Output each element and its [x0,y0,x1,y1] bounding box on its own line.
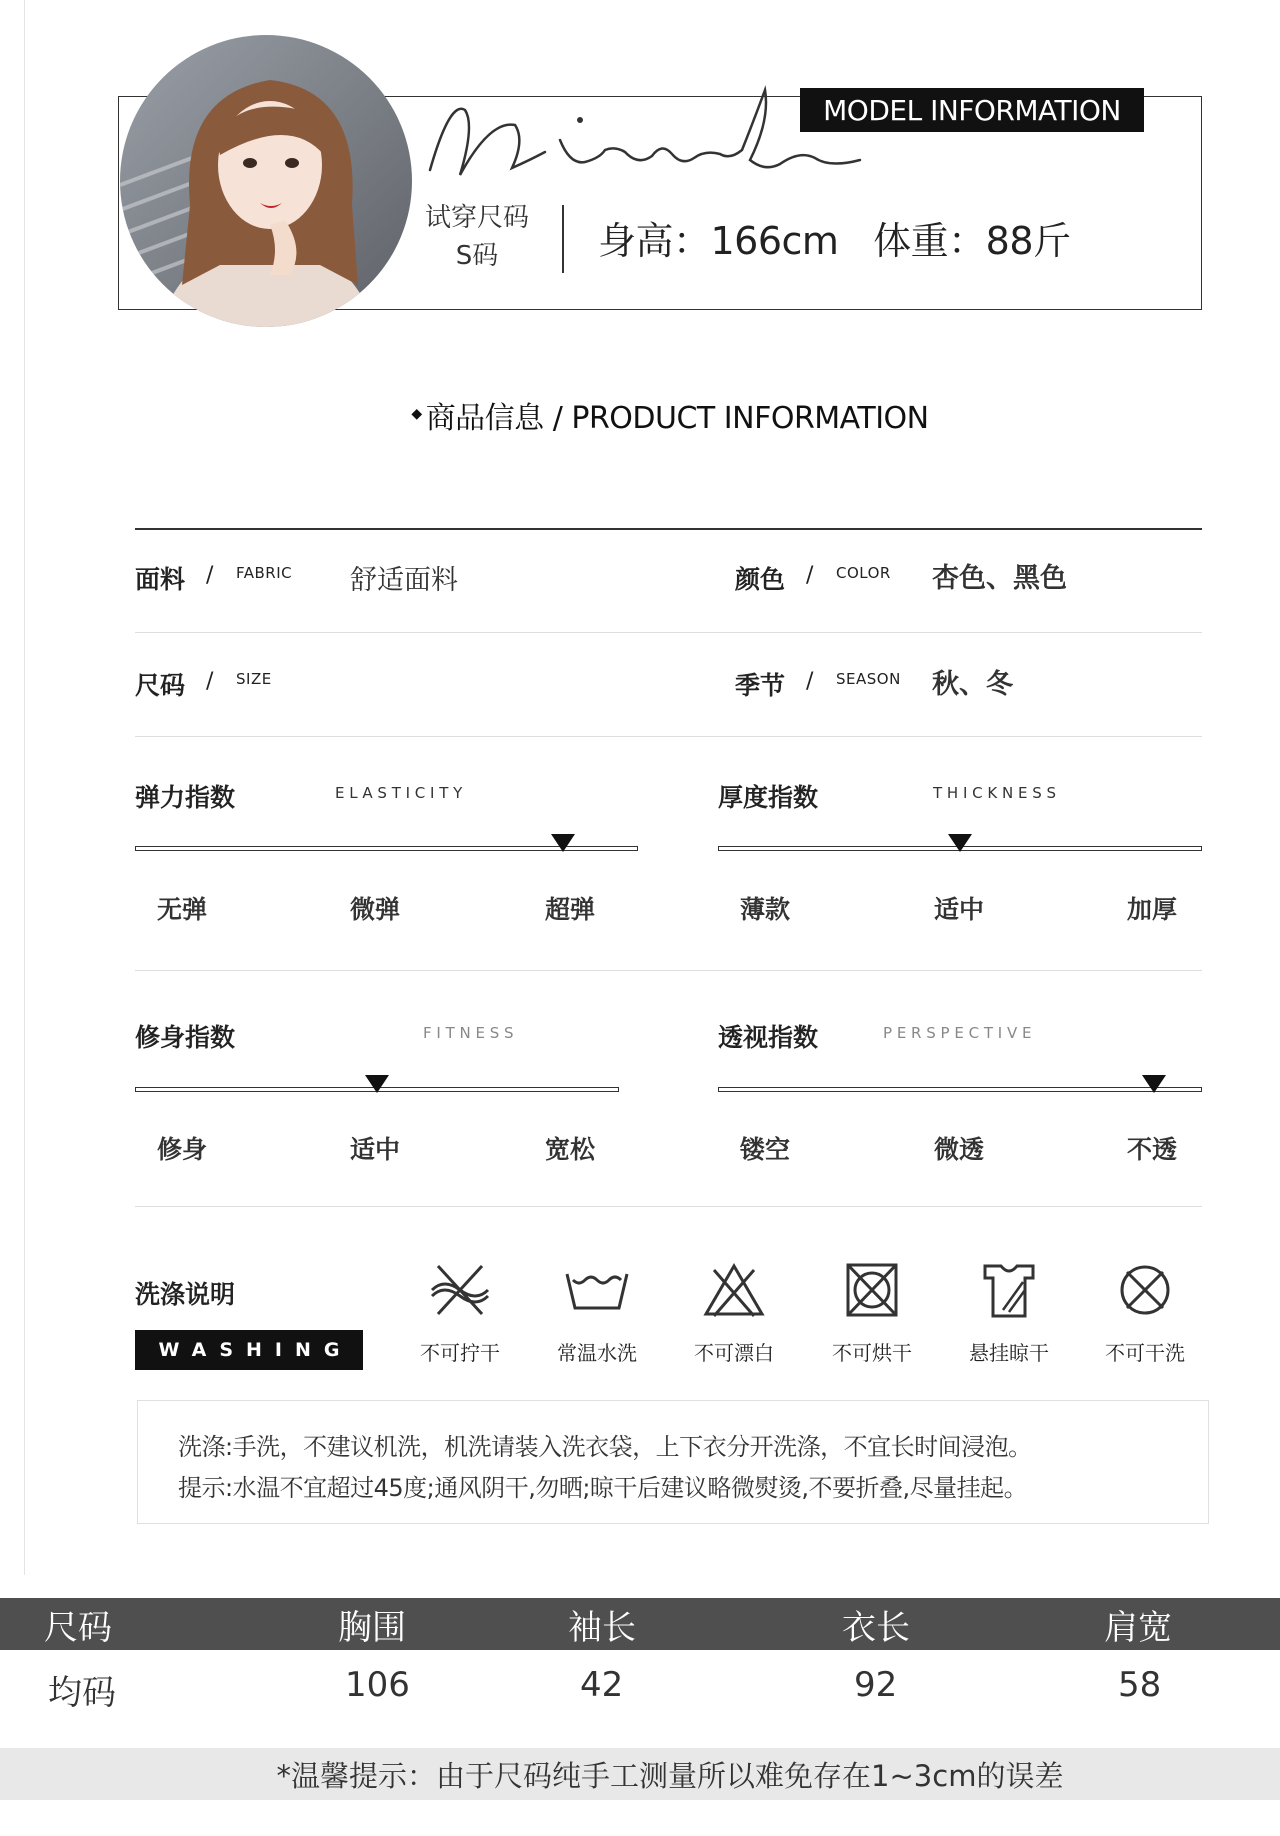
left-edge-line [24,0,25,1575]
size-header-sleeve: 袖长 [568,1608,636,1648]
size-cell-size: 均码 [48,1673,116,1713]
diamond-icon: ◆ [411,406,422,422]
hang-dry-label: 悬挂晾干 [969,1341,1049,1365]
fabric-en: FABRIC [236,564,293,582]
model-stats: 身高：166cm 体重：88斤 [598,219,1071,263]
color-slash: / [806,563,814,588]
season-en: SEASON [836,670,901,688]
washing-note-2: 提示:水温不宜超过45度;通风阴干,勿晒;晾干后建议略微熨烫,不要折叠,尽量挂起。 [178,1474,1028,1502]
try-size-value: S码 [455,241,499,271]
no-wring-label: 不可拧干 [420,1341,500,1365]
model-info-tag: MODEL INFORMATION [800,88,1144,132]
size-header-shoulder: 肩宽 [1104,1608,1172,1648]
size-header-size: 尺码 [44,1608,112,1648]
elasticity-option-mid: 微弹 [350,895,401,924]
fabric-slash: / [206,563,214,588]
fitness-option-high: 宽松 [545,1135,596,1164]
size-cell-length: 92 [854,1665,898,1705]
elasticity-option-low: 无弹 [157,895,208,924]
no-tumble-dry-label: 不可烘干 [832,1341,912,1365]
washing-note-box [137,1400,1209,1524]
color-value: 杏色、黑色 [932,563,1067,594]
perspective-bar [718,1087,1202,1092]
row-divider [135,632,1202,633]
elasticity-en: E L A S T I C I T Y [335,784,463,802]
perspective-option-mid: 微透 [934,1135,985,1164]
thickness-marker [948,834,972,852]
fitness-label: 修身指数 [135,1023,236,1052]
thickness-option-low: 薄款 [740,895,791,924]
normal-water-wash-label: 常温水洗 [557,1341,637,1365]
fabric-value: 舒适面料 [350,565,458,596]
washing-badge: WASHING [135,1330,363,1370]
row-divider [135,970,1202,971]
section-title [0,393,1280,437]
elasticity-marker [551,834,575,852]
info-top-rule [135,528,1202,530]
fitness-en: F I T N E S S [423,1024,514,1042]
washing-note-1: 洗涤:手洗，不建议机洗，机洗请装入洗衣袋，上下衣分开洗涤，不宜长时间浸泡。 [178,1433,1032,1461]
fabric-label: 面料 [135,565,186,594]
perspective-marker [1142,1075,1166,1093]
elasticity-option-high: 超弹 [545,895,596,924]
fitness-option-mid: 适中 [350,1135,401,1164]
color-label: 颜色 [735,565,786,594]
size-cell-chest: 106 [345,1665,410,1705]
size-header-chest: 胸围 [338,1608,406,1648]
size-en: SIZE [236,670,272,688]
size-cell-shoulder: 58 [1118,1665,1162,1705]
row-divider [135,736,1202,737]
perspective-label: 透视指数 [718,1023,819,1052]
model-divider [562,205,564,273]
row-divider [135,1206,1202,1207]
perspective-option-high: 不透 [1127,1135,1178,1164]
size-label: 尺码 [135,671,186,700]
season-slash: / [806,669,814,694]
no-bleach-icon [702,1262,766,1318]
size-cell-sleeve: 42 [580,1665,624,1705]
elasticity-label: 弹力指数 [135,783,236,812]
thickness-en: T H I C K N E S S [933,784,1057,802]
thickness-option-high: 加厚 [1127,895,1178,924]
try-size-label: 试穿尺码 [424,203,529,233]
fitness-marker [365,1075,389,1093]
model-avatar [120,35,412,327]
season-value: 秋、冬 [932,669,1013,700]
thickness-option-mid: 适中 [934,895,985,924]
thickness-label: 厚度指数 [718,783,819,812]
size-header-length: 衣长 [842,1608,910,1648]
no-wring-icon [428,1262,492,1318]
no-tumble-dry-icon [840,1262,904,1318]
size-table-header [0,1598,1280,1650]
fitness-option-low: 修身 [157,1135,208,1164]
no-dry-clean-label: 不可干洗 [1105,1341,1185,1365]
washing-title: 洗涤说明 [135,1280,236,1309]
no-bleach-label: 不可漂白 [694,1341,774,1365]
perspective-option-low: 镂空 [740,1135,791,1164]
season-label: 季节 [735,671,786,700]
section-title-text: 商品信息 / PRODUCT INFORMATION [425,401,929,436]
size-tip: *温馨提示：由于尺码纯手工测量所以难免存在1~3cm的误差 [276,1759,1064,1793]
hang-dry-icon [977,1262,1041,1318]
size-slash: / [206,669,214,694]
no-dry-clean-icon [1113,1262,1177,1318]
normal-water-wash-icon [565,1262,629,1318]
color-en: COLOR [836,564,891,582]
perspective-en: P E R S P E C T I V E [883,1024,1032,1042]
